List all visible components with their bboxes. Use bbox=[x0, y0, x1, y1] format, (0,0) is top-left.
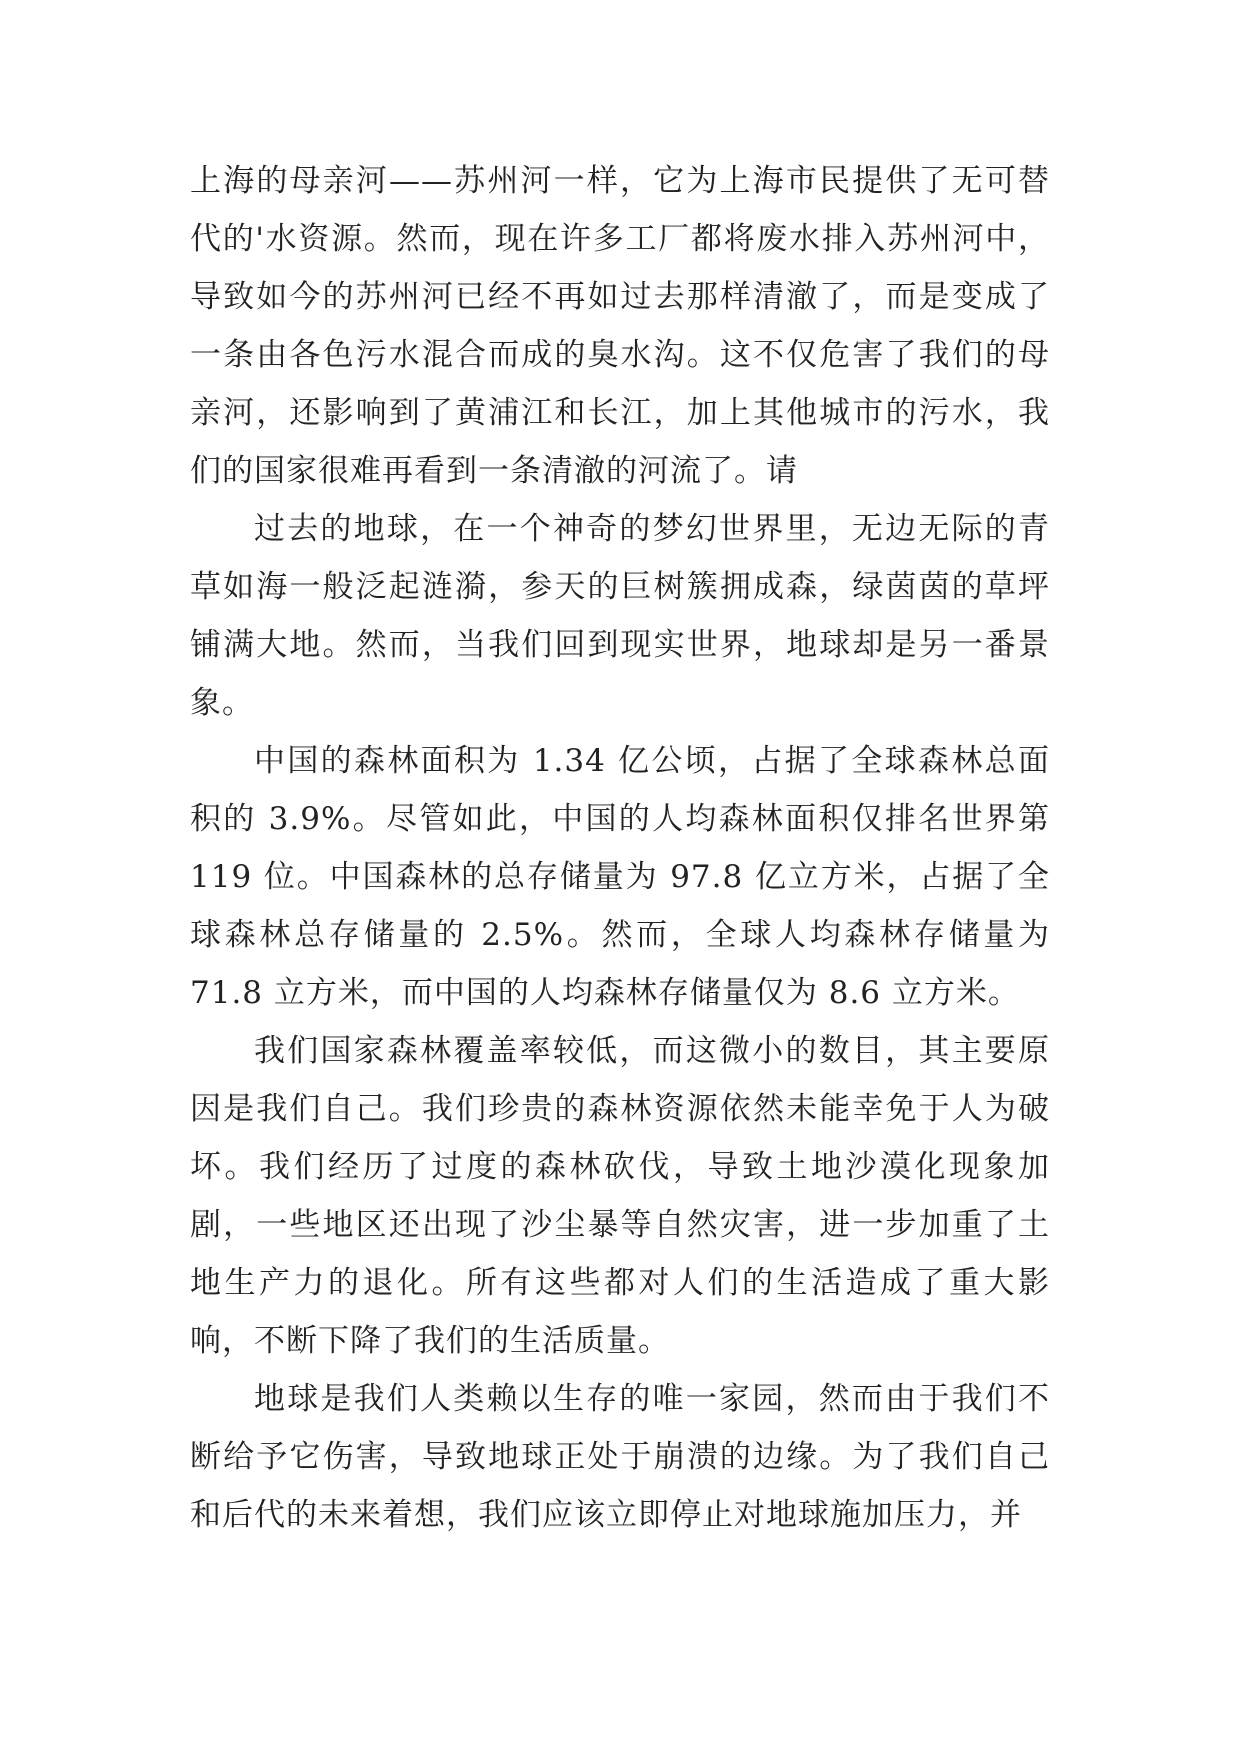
paragraph-forest-destruction: 我们国家森林覆盖率较低，而这微小的数目，其主要原因是我们自己。我们珍贵的森林资源依然未能幸免于人为破坏。我们经历了过度的森林砍伐，导致土地沙漠化现象加剧，一些地区还出现了沙尘暴等自然灾害，进一步加重了土地生产力的退化。所有这些都对人们的生活造成了重大影响，不断下降了我们的生活质量。 bbox=[190, 1033, 1050, 1359]
paragraph-past-earth: 过去的地球，在一个神奇的梦幻世界里，无边无际的青草如海一般泛起涟漪，参天的巨树簇拥成森，绿茵茵的草坪铺满大地。然而，当我们回到现实世界，地球却是另一番景象。 bbox=[190, 511, 1050, 721]
paragraph-forest-statistics: 中国的森林面积为 1.34 亿公顷，占据了全球森林总面积的 3.9%。尽管如此，中国的人均森林面积仅排名世界第 119 位。中国森林的总存储量为 97.8 亿立方米，占据了全球森林总存储量的 2.5%。然而，全球人均森林存储量为 71.8 立方米，而中国的人均森林存储量仅为 8.6 立方米。 bbox=[190, 743, 1050, 1011]
document-body bbox=[190, 152, 1050, 1544]
paragraph-earth-home: 地球是我们人类赖以生存的唯一家园，然而由于我们不断给予它伤害，导致地球正处于崩溃的边缘。为了我们自己和后代的未来着想，我们应该立即停止对地球施加压力，并 bbox=[190, 1381, 1050, 1533]
paragraph-suzhou-river: 上海的母亲河——苏州河一样，它为上海市民提供了无可替代的'水资源。然而，现在许多工厂都将废水排入苏州河中，导致如今的苏州河已经不再如过去那样清澈了，而是变成了一条由各色污水混合而成的臭水沟。这不仅危害了我们的母亲河，还影响到了黄浦江和长江，加上其他城市的污水，我们的国家很难再看到一条清澈的河流了。请 bbox=[190, 163, 1050, 489]
